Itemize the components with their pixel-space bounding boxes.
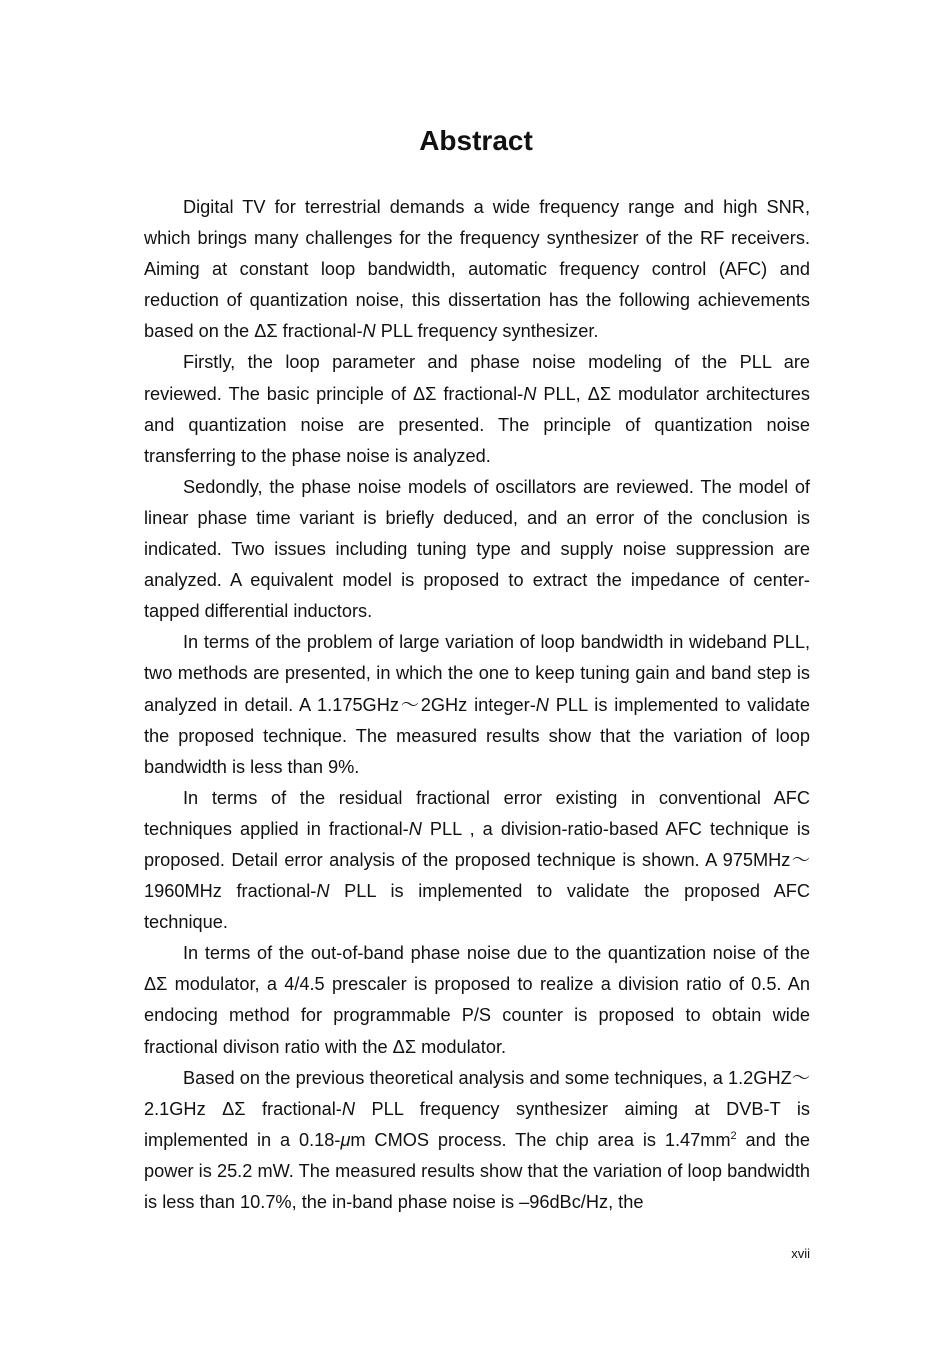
paragraph-text: PLL is implemented to validate the proposed technique. The measured results show that the variation of loop bandwidth is less than 9%.	[144, 694, 810, 777]
italic-text: N	[523, 383, 537, 404]
paragraph-text: Based on the previous theoretical analysis and some techniques, a 1.2GHZ～2.1GHz ΔΣ fractional-	[144, 1067, 810, 1119]
paragraph-text: PLL , a division-ratio-based AFC technique is proposed. Detail error analysis of the proposed technique is shown. A 975MHz～1960MHz fractional-	[144, 818, 810, 902]
abstract-paragraph	[144, 627, 810, 782]
superscript-text: 2	[730, 1129, 737, 1142]
paragraph-text: Sedondly, the phase noise models of oscillators are reviewed. The model of linear phase time variant is briefly deduced, and an error of the conclusion is indicated. Two issues including tuning type and supply noise suppression are analyzed. A equivalent model is proposed to extract the impedance of center-tapped differential inductors.	[144, 476, 810, 622]
italic-text: μ	[340, 1129, 351, 1150]
paragraph-text: In terms of the problem of large variation of loop bandwidth in wideband PLL, two methods are presented, in which the one to keep tuning gain and band step is analyzed in detail. A 1.175GHz～2GHz integer-	[144, 632, 810, 715]
paragraph-text: and the power is 25.2 mW. The measured results show that the variation of loop bandwidth is less than 10.7%, the in-band phase noise is –96dBc/Hz, the	[144, 1129, 811, 1212]
italic-text: N	[535, 694, 549, 715]
abstract-paragraph	[144, 783, 810, 938]
paragraph-text: In terms of the residual fractional error existing in conventional AFC techniques applied in fractional-	[144, 787, 810, 839]
paragraph-text: PLL is implemented to validate the proposed AFC technique.	[144, 881, 810, 933]
abstract-paragraph	[144, 192, 810, 347]
abstract-paragraph	[144, 1063, 810, 1218]
page-title: Abstract	[419, 125, 533, 156]
paragraph-text: PLL frequency synthesizer.	[375, 321, 599, 342]
paragraph-text: Digital TV for terrestrial demands a wide frequency range and high SNR, which brings many challenges for the frequency synthesizer of the RF receivers. Aiming at constant loop bandwidth, automatic frequency control (AFC) and reduction of quantization noise, this dissertation has the following achievements based on the ΔΣ fractional-	[144, 197, 810, 342]
italic-text: N	[316, 881, 330, 902]
abstract-body	[144, 192, 810, 1218]
abstract-paragraph	[144, 938, 810, 1062]
italic-text: N	[362, 321, 376, 342]
italic-text: N	[408, 818, 422, 839]
abstract-paragraph	[144, 347, 810, 471]
paragraph-text: In terms of the out-of-band phase noise due to the quantization noise of the ΔΣ modulator, a 4/4.5 prescaler is proposed to realize a division ratio of 0.5. An endocing method for programmable P/S counter is proposed to obtain wide fractional divison ratio with the ΔΣ modulator.	[144, 943, 810, 1057]
abstract-paragraph	[144, 472, 810, 627]
paragraph-text: PLL, ΔΣ modulator architectures and quantization noise are presented. The principle of quantization noise transferring to the phase noise is analyzed.	[144, 383, 810, 466]
paragraph-text: Firstly, the loop parameter and phase noise modeling of the PLL are reviewed. The basic principle of ΔΣ fractional-	[144, 352, 810, 404]
italic-text: N	[341, 1098, 355, 1119]
page-number: xvii	[791, 1246, 810, 1261]
paragraph-text: PLL frequency synthesizer aiming at DVB-T is implemented in a 0.18-	[144, 1098, 810, 1150]
paragraph-text: m CMOS process. The chip area is 1.47mm	[350, 1129, 731, 1150]
